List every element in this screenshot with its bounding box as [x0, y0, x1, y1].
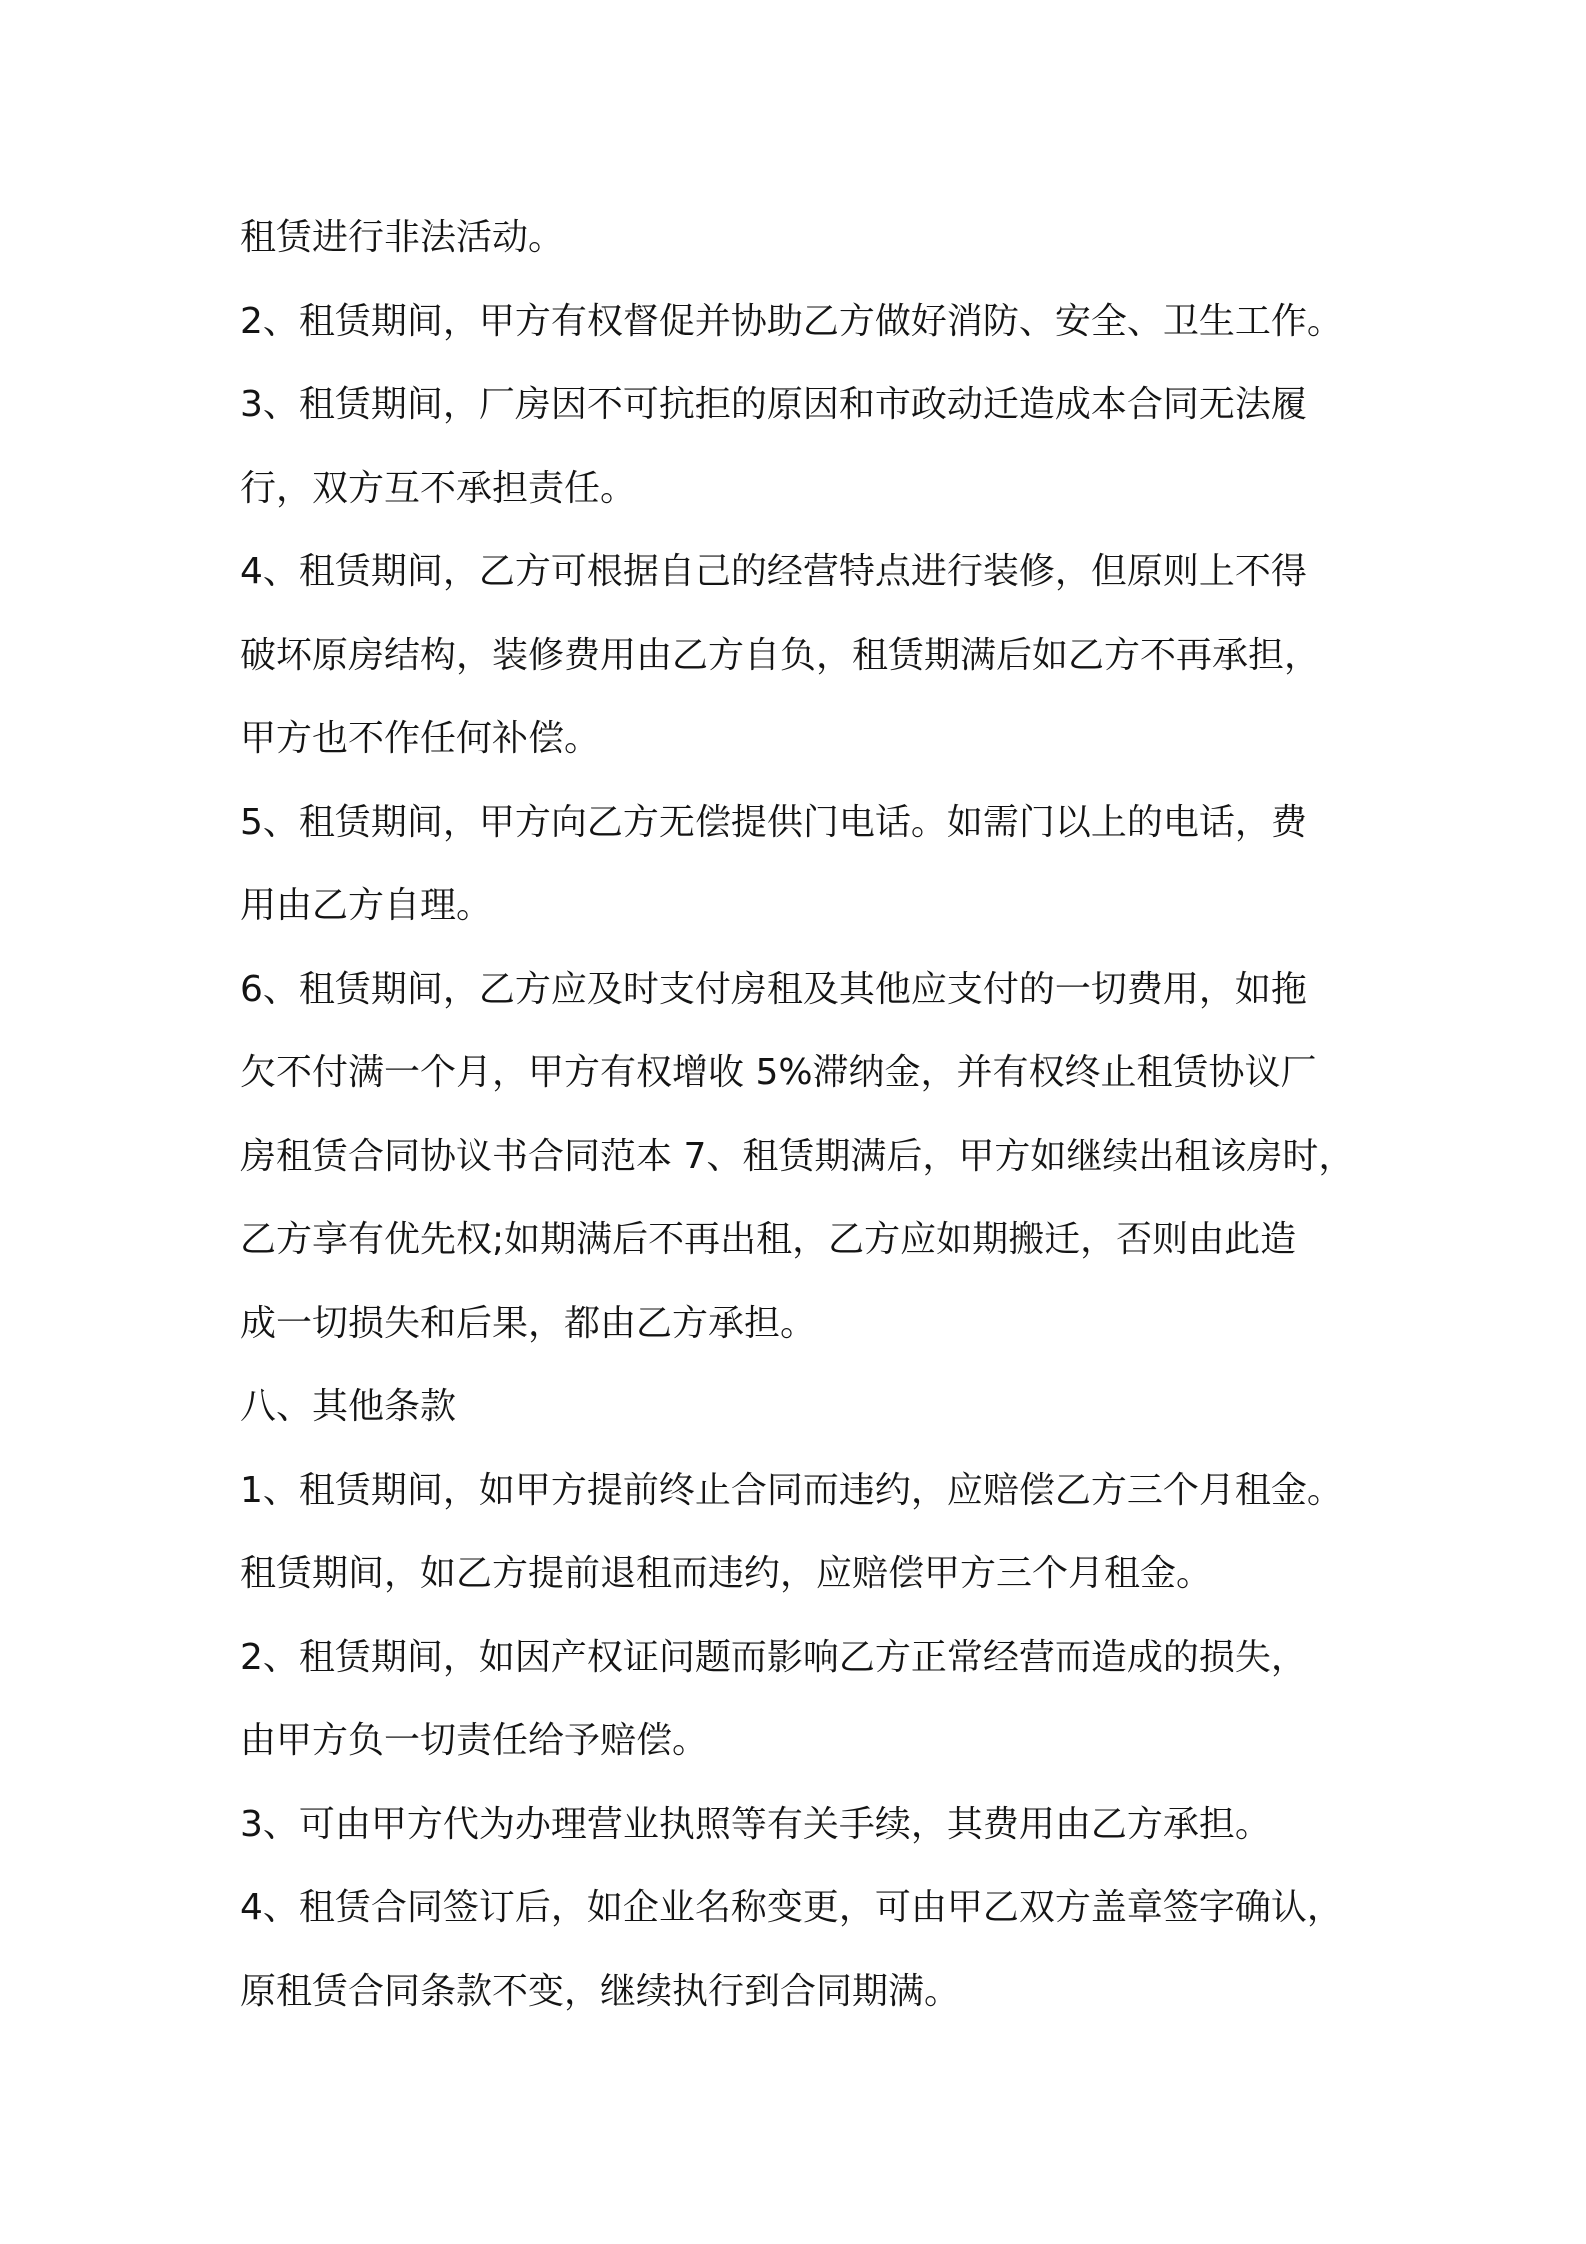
text-line-1: 租赁进行非法活动。 — [240, 217, 565, 258]
text-line-2: 2、租赁期间，甲方有权督促并协助乙方做好消防、安全、卫生工作。 — [240, 300, 1343, 342]
text-line-10: 6、租赁期间，乙方应及时支付房租及其他应支付的一切费用，如拖 — [240, 968, 1307, 1010]
text-line-4: 行，双方互不承担责任。 — [240, 467, 637, 509]
text-line-22: 原租赁合同条款不变，继续执行到合同期满。 — [240, 1970, 961, 2012]
text-line-5: 4、租赁期间，乙方可根据自己的经营特点进行装修，但原则上不得 — [240, 551, 1307, 592]
text-line-6: 破坏原房结构，装修费用由乙方自负，租赁期满后如乙方不再承担， — [240, 634, 1321, 676]
text-line-18: 2、租赁期间，如因产权证问题而影响乙方正常经营而造成的损失， — [240, 1636, 1307, 1678]
text-line-13: 乙方享有优先权;如期满后不再出租，乙方应如期搬迁，否则由此造 — [240, 1219, 1297, 1260]
text-line-12: 房租赁合同协议书合同范本 7、租赁期满后，甲方如继续出租该房时， — [240, 1135, 1355, 1177]
document-body — [240, 196, 1370, 2033]
text-line-14: 成一切损失和后果，都由乙方承担。 — [240, 1302, 817, 1344]
text-line-16: 1、租赁期间，如甲方提前终止合同而违约，应赔偿乙方三个月租金。 — [240, 1469, 1343, 1511]
text-line-20: 3、可由甲方代为办理营业执照等有关手续，其费用由乙方承担。 — [240, 1803, 1271, 1845]
text-line-7: 甲方也不作任何补偿。 — [240, 718, 601, 759]
text-line-11: 欠不付满一个月，甲方有权增收 5%滞纳金，并有权终止租赁协议厂 — [240, 1052, 1317, 1093]
text-line-3: 3、租赁期间，厂房因不可抗拒的原因和市政动迁造成本合同无法履 — [240, 384, 1307, 425]
section-heading: 八、其他条款 — [240, 1386, 457, 1427]
text-line-8: 5、租赁期间，甲方向乙方无偿提供门电话。如需门以上的电话，费 — [240, 801, 1307, 843]
text-line-19: 由甲方负一切责任给予赔偿。 — [240, 1720, 709, 1761]
text-line-9: 用由乙方自理。 — [240, 885, 493, 926]
text-line-17: 租赁期间，如乙方提前退租而违约，应赔偿甲方三个月租金。 — [240, 1553, 1213, 1594]
text-line-21: 4、租赁合同签订后，如企业名称变更，可由甲乙双方盖章签字确认， — [240, 1887, 1343, 1928]
